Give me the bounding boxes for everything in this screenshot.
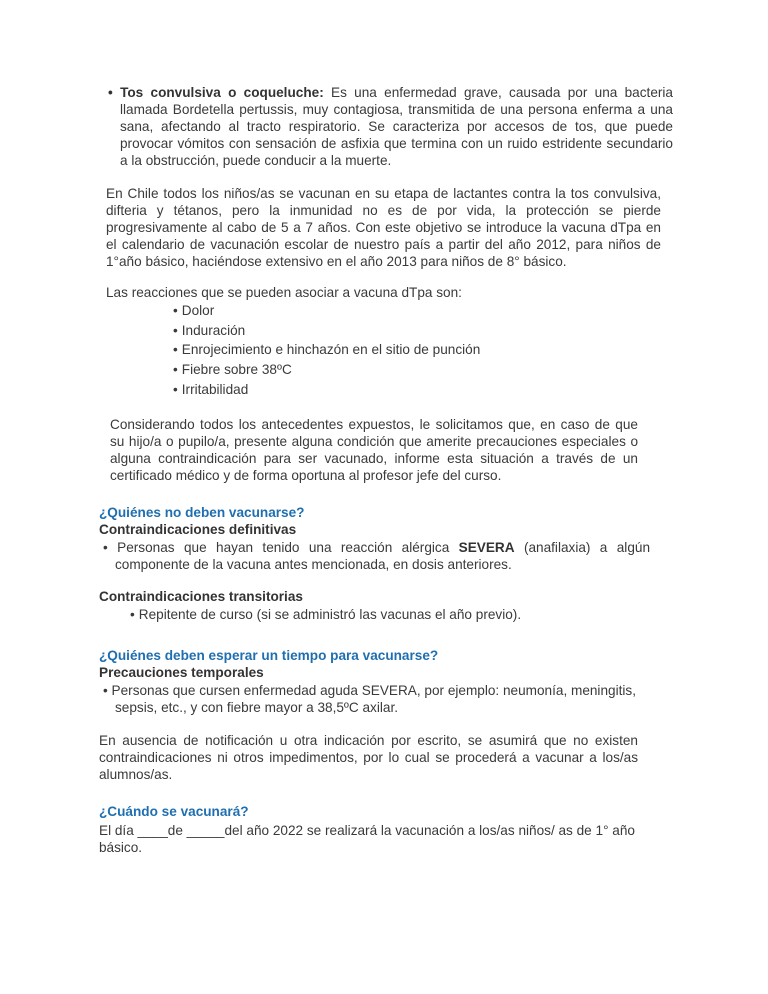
- esperar-heading: ¿Quiénes deben esperar un tiempo para vacunarse?: [99, 648, 439, 663]
- reaction-item: • Dolor: [173, 303, 215, 318]
- reaction-item: • Enrojecimiento e hinchazón en el sitio de punción: [173, 342, 481, 357]
- no-deben-heading: ¿Quiénes no deben vacunarse?: [99, 505, 305, 520]
- ausencia-paragraph: En ausencia de notificación u otra indicación por escrito, se asumirá que no existen contraindicaciones ni otros impedimentos, por lo cual se procederá a vacunar a los/as alumnos/as.: [99, 733, 638, 782]
- bullet-dot: •: [173, 323, 178, 338]
- reaction-item: • Irritabilidad: [173, 382, 249, 397]
- cuando-text: El día ____de _____del año 2022 se realizará la vacunación a los/as niños/ as de 1° año básico.: [99, 823, 635, 855]
- bullet-dot: •: [103, 540, 108, 555]
- bullet-dot: •: [173, 342, 178, 357]
- tos-term: Tos convulsiva o coqueluche:: [120, 85, 324, 100]
- reactions-intro: Las reacciones que se pueden asociar a vacuna dTpa son:: [106, 285, 462, 300]
- bullet-dot: •: [173, 362, 178, 377]
- chile-paragraph: En Chile todos los niños/as se vacunan en su etapa de lactantes contra la tos convulsiva, difteria y tétanos, pero la inmunidad no es de por vida, la protección se pierde progresivamente al cabo de 5 a 7 años. Con este objetivo se introduce la vacuna dTpa en el calendario de vacunación escolar de nuestro país a partir del año 2012, para niños de 1°año básico, haciéndose extensivo en el año 2013 para niños de 8° básico.: [106, 186, 661, 269]
- transitorias-item: • Repitente de curso (si se administró las vacunas el año previo).: [130, 607, 522, 622]
- precauciones-item: • Personas que cursen enfermedad aguda SEVERA, por ejemplo: neumonía, meningitis, sepsis, etc., y con fiebre mayor a 38,5ºC axilar.: [103, 683, 636, 715]
- reaction-item: • Induración: [173, 323, 246, 338]
- bullet-dot: •: [130, 607, 135, 622]
- definitivas-item: • Personas que hayan tenido una reacción alérgica SEVERA (anafilaxia) a algún componente de la vacuna antes mencionada, en dosis anteriores.: [103, 540, 651, 572]
- tos-text: Es una enfermedad grave, causada por una bacteria llamada Bordetella pertussis, muy contagiosa, transmitida de una persona enferma a una sana, afectando al tracto respiratorio. Se caracteriza por accesos de tos, que puede provocar vómitos con sensación de asfixia que termina con un ruido estridente secundario a la obstrucción, puede conducir a la muerte.: [120, 85, 673, 168]
- considerando-paragraph: Considerando todos los antecedentes expuestos, le solicitamos que, en caso de que su hijo/a o pupilo/a, presente alguna condición que amerite precauciones especiales o alguna contraindicación para ser vacunado, informe esta situación a través de un certificado médico y de forma oportuna al profesor jefe del curso.: [110, 417, 638, 483]
- transitorias-heading: Contraindicaciones transitorias: [99, 589, 303, 604]
- bullet-dot: •: [173, 382, 178, 397]
- precauciones-heading: Precauciones temporales: [99, 665, 264, 680]
- tos-convulsiva-paragraph: [108, 84, 673, 169]
- tos-bullet: •: [108, 85, 113, 100]
- definitivas-heading: Contraindicaciones definitivas: [99, 522, 297, 537]
- severa-bold: SEVERA: [458, 540, 515, 555]
- cuando-heading: ¿Cuándo se vacunará?: [99, 804, 249, 819]
- bullet-dot: •: [103, 683, 108, 698]
- reaction-item: • Fiebre sobre 38ºC: [173, 362, 292, 377]
- bullet-dot: •: [173, 303, 178, 318]
